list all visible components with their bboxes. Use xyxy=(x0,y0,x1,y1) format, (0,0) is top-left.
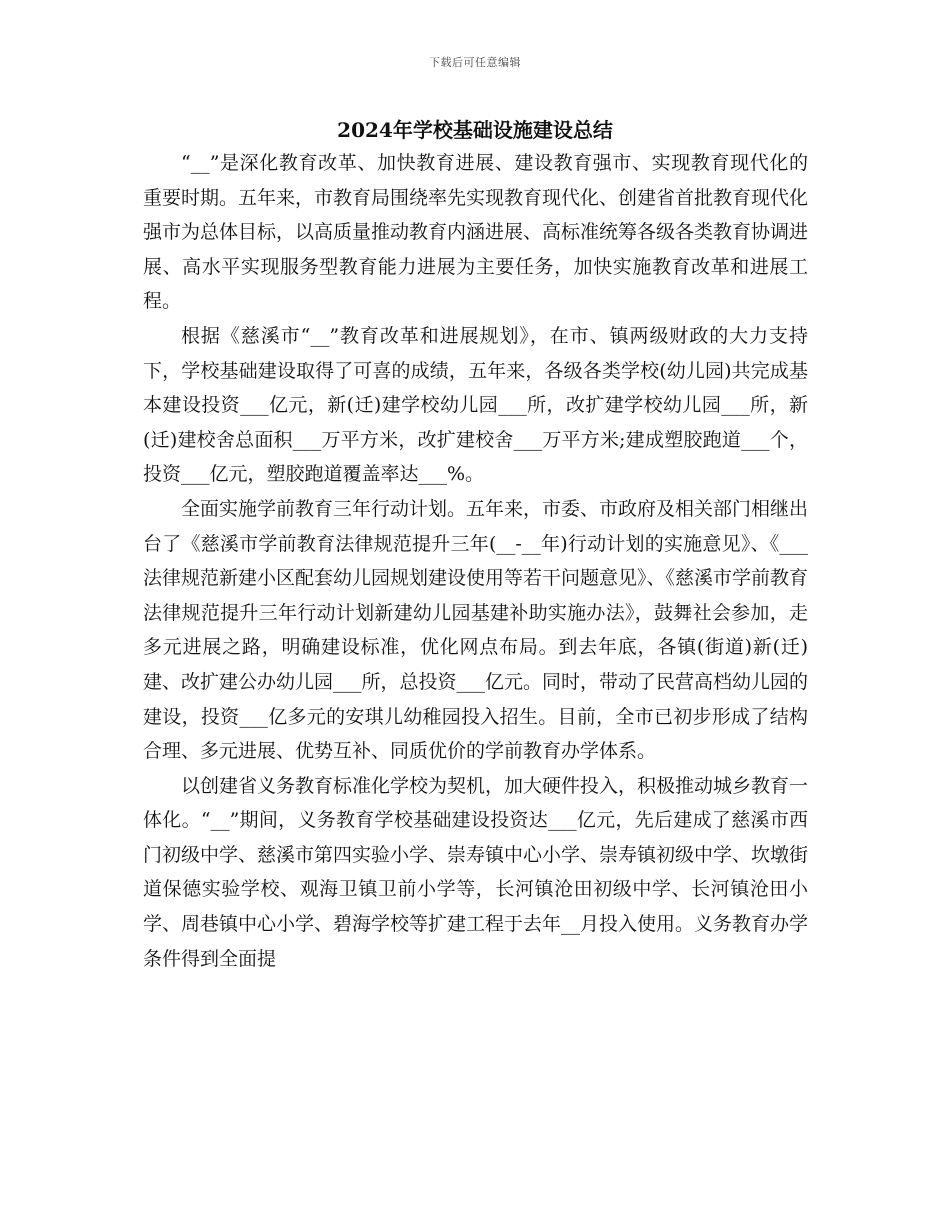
paragraph-3: 全面实施学前教育三年行动计划。五年来，市委、市政府及相关部门相继出台了《慈溪市学前教育法律规范提升三年(__-__年)行动计划的实施意见》、《___法律规范新建小区配套幼儿园规划建设使用等若干问题意见》、《慈溪市学前教育法律规范提升三年行动计划新建幼儿园基建补助实施办法》，鼓舞社会参加，走多元进展之路，明确建设标准，优化网点布局。到去年底，各镇(街道)新(迁)建、改扩建公办幼儿园___所，总投资___亿元。同时，带动了民营高档幼儿园的建设，投资___亿多元的安琪儿幼稚园投入招生。目前，全市已初步形成了结构合理、多元进展、优势互补、同质优价的学前教育办学体系。 xyxy=(143,497,809,763)
paragraph-2: 根据《慈溪市“__”教育改革和进展规划》，在市、镇两级财政的大力支持下，学校基础建设取得了可喜的成绩，五年来，各级各类学校(幼儿园)共完成基本建设投资___亿元，新(迁)建学校幼儿园___所，改扩建学校幼儿园___所，新(迁)建校舍总面积___万平方米，改扩建校舍___万平方米;建成塑胶跑道___个，投资___亿元，塑胶跑道覆盖率达___%。 xyxy=(143,324,808,486)
document-title: 2024年学校基础设施建设总结 xyxy=(337,118,613,142)
paragraph-1: “__”是深化教育改革、加快教育进展、建设教育强市、实现教育现代化的重要时期。五年来，市教育局围绕率先实现教育现代化、创建省首批教育现代化强市为总体目标，以高质量推动教育内涵进展、高标准统筹各级各类教育协调进展、高水平实现服务型教育能力进展为主要任务，加快实施教育改革和进展工程。 xyxy=(143,152,809,313)
header-note: 下载后可任意编辑 xyxy=(429,56,521,69)
paragraph-4: 以创建省义务教育标准化学校为契机，加大硬件投入，积极推动城乡教育一体化。“__”期间，义务教育学校基础建设投资达___亿元，先后建成了慈溪市西门初级中学、慈溪市第四实验小学、崇寿镇中心小学、崇寿镇初级中学、坎墩街道保德实验学校、观海卫镇卫前小学等，长河镇沧田初级中学、长河镇沧田小学、周巷镇中心小学、碧海学校等扩建工程于去年__月投入使用。义务教育办学条件得到全面提 xyxy=(143,774,809,970)
document-body xyxy=(143,146,808,976)
